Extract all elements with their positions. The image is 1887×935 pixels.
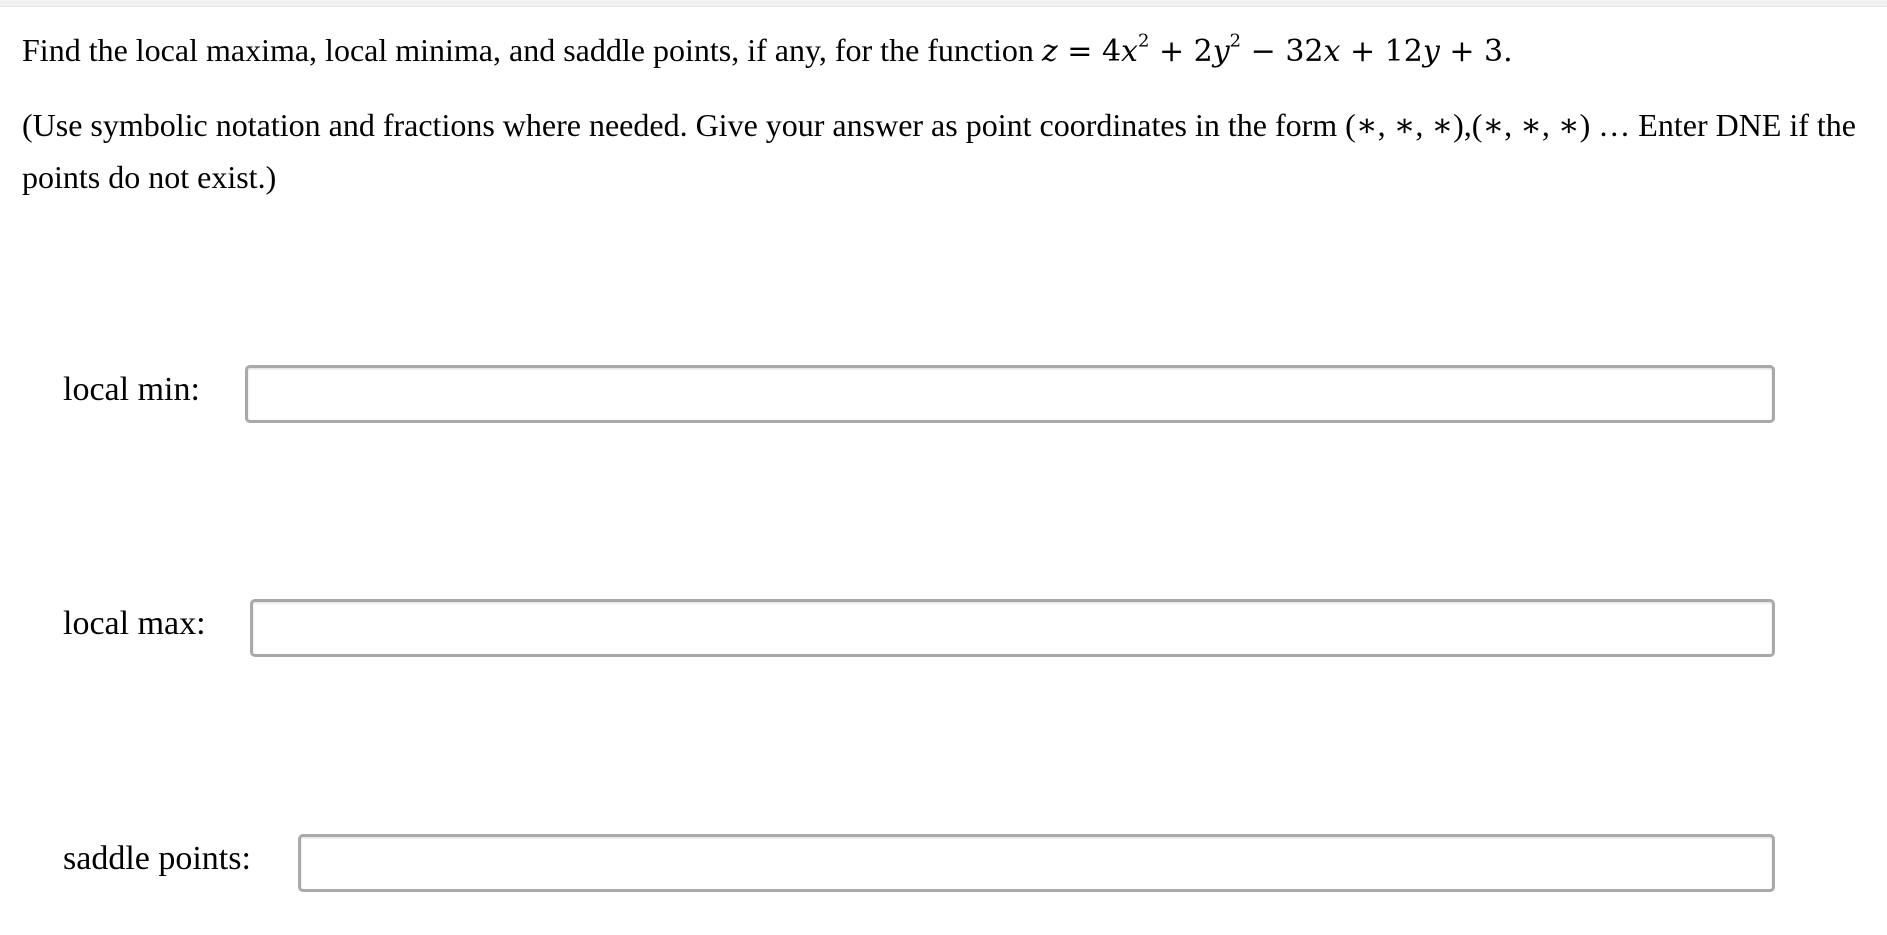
coef-12: 12 bbox=[1384, 34, 1423, 69]
plus-sign: + bbox=[1149, 34, 1194, 69]
plus-sign: + bbox=[1439, 34, 1485, 69]
saddle-points-label: saddle points: bbox=[63, 840, 251, 877]
top-border bbox=[0, 0, 1887, 7]
exponent-x: 2 bbox=[1137, 30, 1150, 52]
local-min-label: local min: bbox=[63, 371, 200, 408]
plus-sign: + bbox=[1340, 34, 1385, 69]
var-y: y bbox=[1212, 34, 1230, 69]
coef-32: 32 bbox=[1285, 34, 1324, 69]
var-z: z bbox=[1041, 34, 1058, 69]
answer-row-local-max bbox=[0, 599, 1887, 659]
question-prompt bbox=[22, 30, 1882, 72]
local-min-input[interactable] bbox=[245, 365, 1775, 423]
var-y-linear: y bbox=[1422, 34, 1440, 69]
var-x-linear: x bbox=[1323, 34, 1341, 69]
exponent-y: 2 bbox=[1229, 30, 1242, 52]
equals-sign: = bbox=[1057, 34, 1102, 69]
coef-4: 4 bbox=[1101, 34, 1122, 69]
saddle-points-input[interactable] bbox=[298, 834, 1775, 892]
function-expression bbox=[1041, 30, 1513, 69]
coef-2: 2 bbox=[1193, 34, 1213, 69]
minus-sign: − bbox=[1241, 34, 1286, 69]
question-instructions: (Use symbolic notation and fractions where needed. Give your answer as point coordinates in the form (∗, ∗, ∗),(∗, ∗, ∗) … Enter DNE if the points do not exist.) bbox=[22, 106, 1856, 195]
period: . bbox=[1503, 34, 1513, 69]
answer-row-local-min bbox=[0, 365, 1887, 425]
local-max-label: local max: bbox=[63, 605, 206, 642]
answer-row-saddle-points bbox=[0, 834, 1887, 894]
question-text bbox=[22, 30, 1882, 203]
constant-3: 3 bbox=[1484, 34, 1504, 69]
var-x: x bbox=[1121, 34, 1138, 69]
local-max-input[interactable] bbox=[250, 599, 1775, 657]
prompt-text: Find the local maxima, local minima, and saddle points, if any, for the function bbox=[22, 32, 1034, 68]
